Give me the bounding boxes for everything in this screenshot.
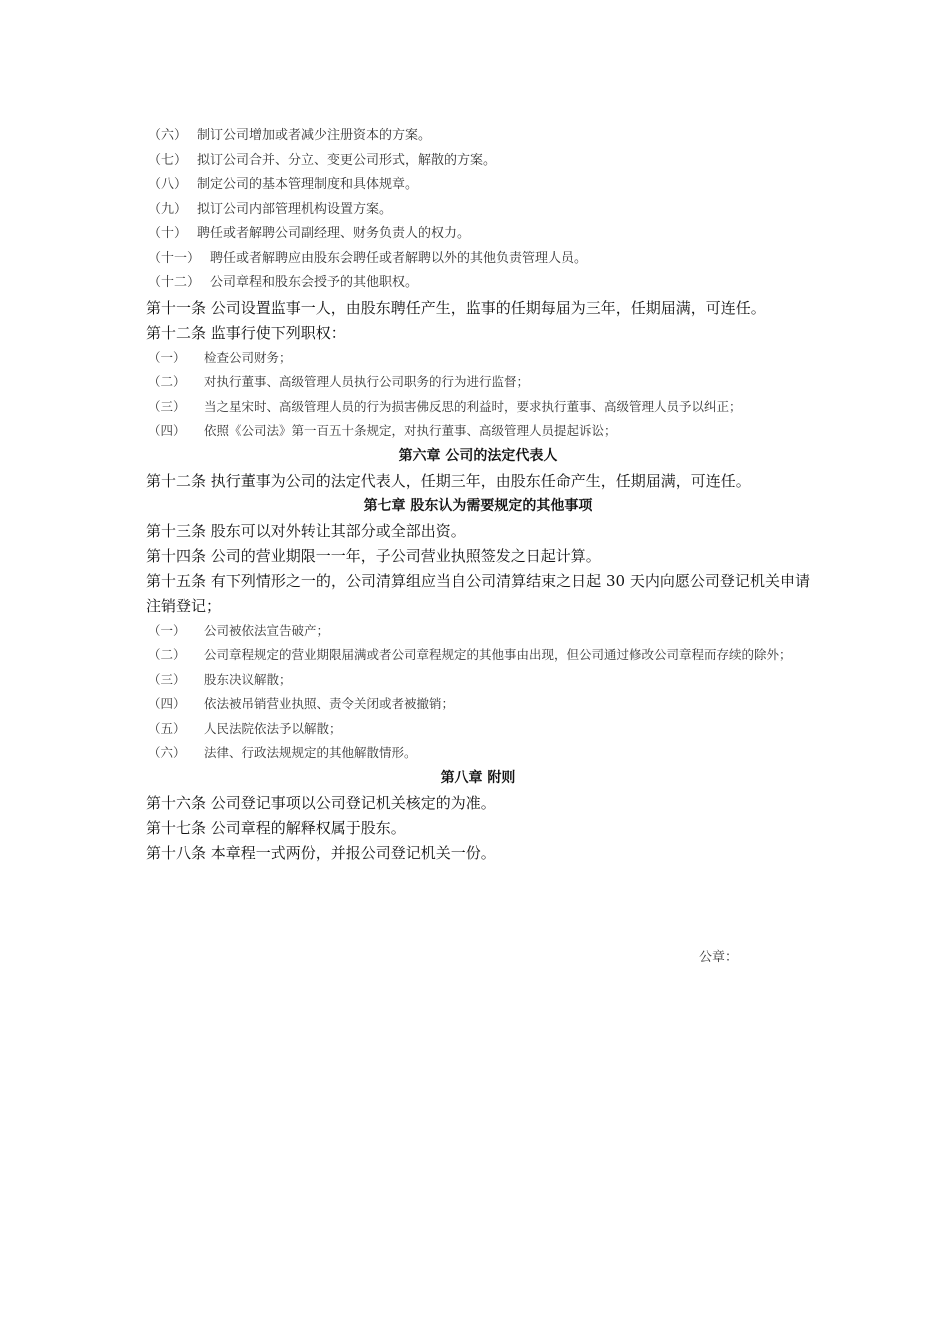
list-item [146, 149, 810, 174]
document-body [146, 124, 810, 866]
list-item [146, 668, 810, 693]
list-item-text: 拟订公司内部管理机构设置方案。 [197, 201, 393, 217]
article-16: 第十六条 公司登记事项以公司登记机关核定的为准。 [146, 793, 496, 812]
company-seal-label: 公章： [699, 950, 739, 965]
article-18: 第十八条 本章程一式两份，并报公司登记机关一份。 [146, 843, 496, 862]
list-item-text: 股东决议解散； [204, 671, 292, 687]
list-item-text: 拟订公司合并、分立、变更公司形式，解散的方案。 [197, 152, 497, 168]
chapter-6-heading: 第六章 公司的法定代表人 [398, 447, 558, 464]
article-15: 第十五条 有下列情形之一的，公司清算组应当自公司清算结束之日起 30 天内向愿公司登记机关申请注销登记； [146, 571, 810, 615]
list-item-text: 制订公司增加或者减少注册资本的方案。 [197, 128, 432, 143]
list-item-text: 公司章程和股东会授予的其他职权。 [210, 275, 419, 290]
list-item-number: （八） [148, 177, 188, 192]
list-item [146, 395, 810, 420]
list-item [146, 247, 810, 272]
list-item-text: 制定公司的基本管理制度和具体规章。 [197, 177, 419, 192]
list-item-text: 公司被依法宣告破产； [204, 622, 330, 638]
list-item [146, 124, 810, 149]
list-item [146, 692, 810, 717]
list-item [146, 619, 810, 644]
list-item-number: （一） [148, 622, 186, 638]
list-item-text: 依照《公司法》第一百五十条规定，对执行董事、高级管理人员提起诉讼； [204, 423, 617, 438]
list-item [146, 741, 810, 766]
chapter-7-heading: 第七章 股东认为需要规定的其他事项 [363, 497, 593, 514]
list-item-number: （七） [148, 152, 188, 168]
list-item [146, 222, 810, 247]
list-item-number: （十二） [148, 275, 201, 290]
list-item-text: 聘任或者解聘应由股东会聘任或者解聘以外的其他负责管理人员。 [210, 250, 588, 266]
chapter-8-heading: 第八章 附则 [440, 769, 516, 786]
article-11: 第十一条 公司设置监事一人，由股东聘任产生，监事的任期每届为三年，任期届满，可连任。 [146, 298, 766, 317]
list-item [146, 419, 810, 444]
list-item [146, 717, 810, 742]
list-item [146, 346, 810, 371]
article-12-supervisor-powers: 第十二条 监事行使下列职权： [146, 323, 346, 342]
list-item [146, 370, 810, 395]
list-item-number: （三） [148, 398, 186, 414]
article-12-legal-representative: 第十二条 执行董事为公司的法定代表人，任期三年，由股东任命产生，任期届满，可连任。 [146, 471, 751, 490]
list-item [146, 173, 810, 198]
list-item-text: 法律、行政法规规定的其他解散情形。 [204, 745, 417, 760]
article-14: 第十四条 公司的营业期限一一年，子公司营业执照签发之日起计算。 [146, 546, 601, 565]
list-item-text: 人民法院依法予以解散； [204, 720, 342, 736]
list-item-text: 当之星宋时、高级管理人员的行为损害佛反思的利益时，要求执行董事、高级管理人员予以纠正； [204, 398, 742, 414]
list-item-text: 依法被吊销营业执照、责令关闭或者被撤销； [204, 696, 455, 711]
list-item-text: 公司章程规定的营业期限届满或者公司章程规定的其他事由出现，但公司通过修改公司章程而存续的除外； [204, 647, 792, 662]
list-item-text: 检查公司财务； [204, 349, 292, 365]
list-item-number: （六） [148, 128, 188, 143]
article-17: 第十七条 公司章程的解释权属于股东。 [146, 818, 406, 837]
list-item-number: （二） [148, 647, 186, 662]
list-item-number: （五） [148, 720, 186, 736]
article-13: 第十三条 股东可以对外转让其部分或全部出资。 [146, 521, 466, 540]
list-item [146, 198, 810, 223]
list-item-text: 对执行董事、高级管理人员执行公司职务的行为进行监督； [204, 374, 530, 389]
list-item [146, 271, 810, 296]
list-item-number: （三） [148, 671, 186, 687]
list-item-number: （四） [148, 696, 186, 711]
list-item-number: （十一） [148, 250, 201, 266]
list-item-number: （十） [148, 226, 188, 241]
list-item-number: （二） [148, 374, 186, 389]
list-item-number: （一） [148, 349, 186, 365]
list-item [146, 643, 810, 668]
list-item-number: （九） [148, 201, 188, 217]
list-item-text: 聘任或者解聘公司副经理、财务负责人的权力。 [197, 226, 471, 241]
list-item-number: （六） [148, 745, 186, 760]
list-item-number: （四） [148, 423, 186, 438]
